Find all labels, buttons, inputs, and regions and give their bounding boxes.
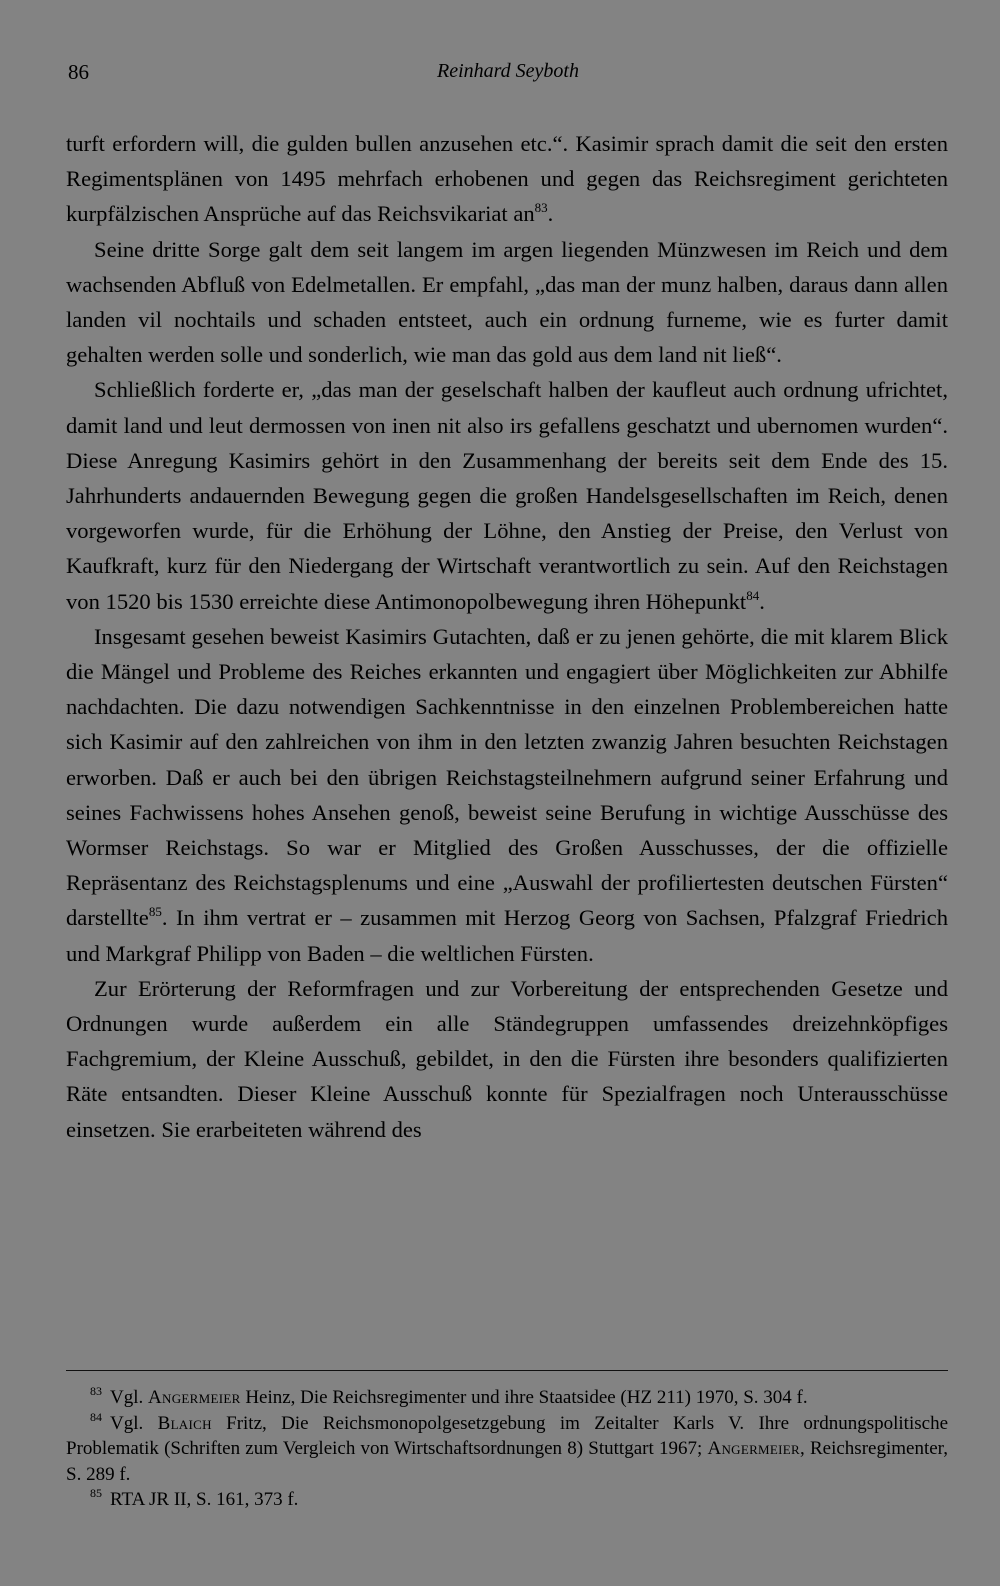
footnote-number: 85 — [90, 1486, 102, 1500]
paragraph-text-after-note: . In ihm vertrat er – zusammen mit Herzog Georg von Sachsen, Pfalzgraf Friedrich und Markgraf Philipp von Baden – die weltlichen Fürsten. — [66, 905, 948, 966]
footnote-reference: 84 — [746, 587, 760, 603]
paragraph-text-after-note: . — [759, 588, 765, 614]
footnote-author: Blaich — [157, 1412, 212, 1434]
footnote-author: Angermeier — [707, 1438, 801, 1459]
paragraph — [66, 619, 948, 971]
footnote-author: Angermeier — [148, 1387, 241, 1408]
running-head: Reinhard Seyboth — [436, 60, 579, 82]
footnote-divider — [66, 1370, 948, 1371]
paragraph — [66, 126, 948, 232]
paragraph-text: Seine dritte Sorge galt dem seit langem im argen liegenden Münzwesen im Reich und dem wachsenden Abfluß von Edelmetallen. Er empfahl, „das man der munz halben, daraus dann allen landen vil nochtails und schaden entsteet, auch ein ordnung furneme, wie es furter damit gehalten werden solle und sonderlich, wie man das gold aus dem land nit ließ“. — [66, 236, 948, 368]
footnote — [66, 1411, 948, 1488]
footnote-text: Heinz, Die Reichsregimenter und ihre Staatsidee (HZ 211) 1970, S. 304 f. — [240, 1387, 808, 1408]
paragraph-text: turft erfordern will, die gulden bullen anzusehen etc.“. Kasimir sprach damit die seit den ersten Regimentsplänen von 1495 mehrfach erhobenen und gegen das Reichsregiment gerichteten kurpfälzischen Ansprüche auf das Reichsvikariat an — [66, 131, 948, 227]
page-number: 86 — [68, 60, 89, 84]
footnote-number: 83 — [90, 1384, 102, 1398]
footnote-text: Vgl. — [110, 1387, 148, 1408]
paragraph-text: Zur Erörterung der Reformfragen und zur Vorbereitung der entsprechenden Gesetze und Ordnungen wurde außerdem ein alle Ständegruppen umfassendes dreizehnköpfiges Fachgremium, der Kleine Ausschuß, gebildet, in den die Fürsten ihre besonders qualifizierten Räte entsandten. Dieser Kleine Ausschuß konnte für Spezialfragen noch Unterausschüsse einsetzen. Sie erarbeiteten während des — [66, 975, 948, 1142]
paragraph-text-after-note: . — [547, 201, 554, 227]
body-text — [66, 126, 948, 1147]
page-header — [68, 60, 948, 90]
footnote — [66, 1385, 948, 1411]
footnote-text: Fritz, Die Reichsmonopolgesetzgebung im Zeitalter Karls V. Ihre ordnungspolitische Problematik (Schriften zum Vergleich von Wirtschaftsordnungen 8) Stuttgart 1967; — [66, 1412, 948, 1459]
footnotes — [66, 1385, 948, 1513]
paragraph — [66, 232, 948, 373]
paragraph — [66, 372, 948, 618]
footnote-reference: 83 — [534, 200, 548, 216]
paragraph — [66, 971, 948, 1147]
footnote — [66, 1487, 948, 1513]
footnote-number: 84 — [90, 1409, 102, 1424]
footnote-text: RTA JR II, S. 161, 373 f. — [110, 1489, 299, 1510]
paragraph-text: Schließlich forderte er, „das man der geselschaft halben der kaufleut auch ordnung ufrichtet, damit land und leut dermossen von inen nit also irs gefallens geschatzt und ubernomen wurden“. Diese Anregung Kasimirs gehört in den Zusammenhang der bereits seit dem Ende des 15. Jahrhunderts andauernden Bewegung gegen die großen Handelsgesellschaften im Reich, denen vorgeworfen wurde, für die Erhöhung der Löhne, den Anstieg der Preise, den Verlust von Kaufkraft, kurz für den Niedergang der Wirtschaft verantwortlich zu sein. Auf den Reichstagen von 1520 bis 1530 erreichte diese Antimonopolbewegung ihren Höhepunkt — [66, 377, 948, 614]
paragraph-text: Insgesamt gesehen beweist Kasimirs Gutachten, daß er zu jenen gehörte, die mit klarem Blick die Mängel und Probleme des Reiches erkannten und engagiert über Möglichkeiten zur Abhilfe nachdachten. Die dazu notwendigen Sachkenntnisse in den einzelnen Problembereichen hatte sich Kasimir auf den zahlreichen von ihm in den letzten zwanzig Jahren besuchten Reichstagen erworben. Daß er auch bei den übrigen Reichstagsteilnehmern aufgrund seiner Erfahrung und seines Fachwissens hohes Ansehen genoß, beweist seine Berufung in wichtige Ausschüsse des Wormser Reichstags. So war er Mitglied des Großen Ausschusses, der die offizielle Repräsentanz des Reichstagsplenums und eine „Auswahl der profiliertesten deutschen Fürsten“ darstellte — [66, 623, 948, 931]
footnote-text: , Reichsregimenter, S. 289 f. — [66, 1438, 948, 1485]
footnote-reference: 85 — [148, 904, 162, 920]
footnote-text: Vgl. — [110, 1412, 158, 1434]
